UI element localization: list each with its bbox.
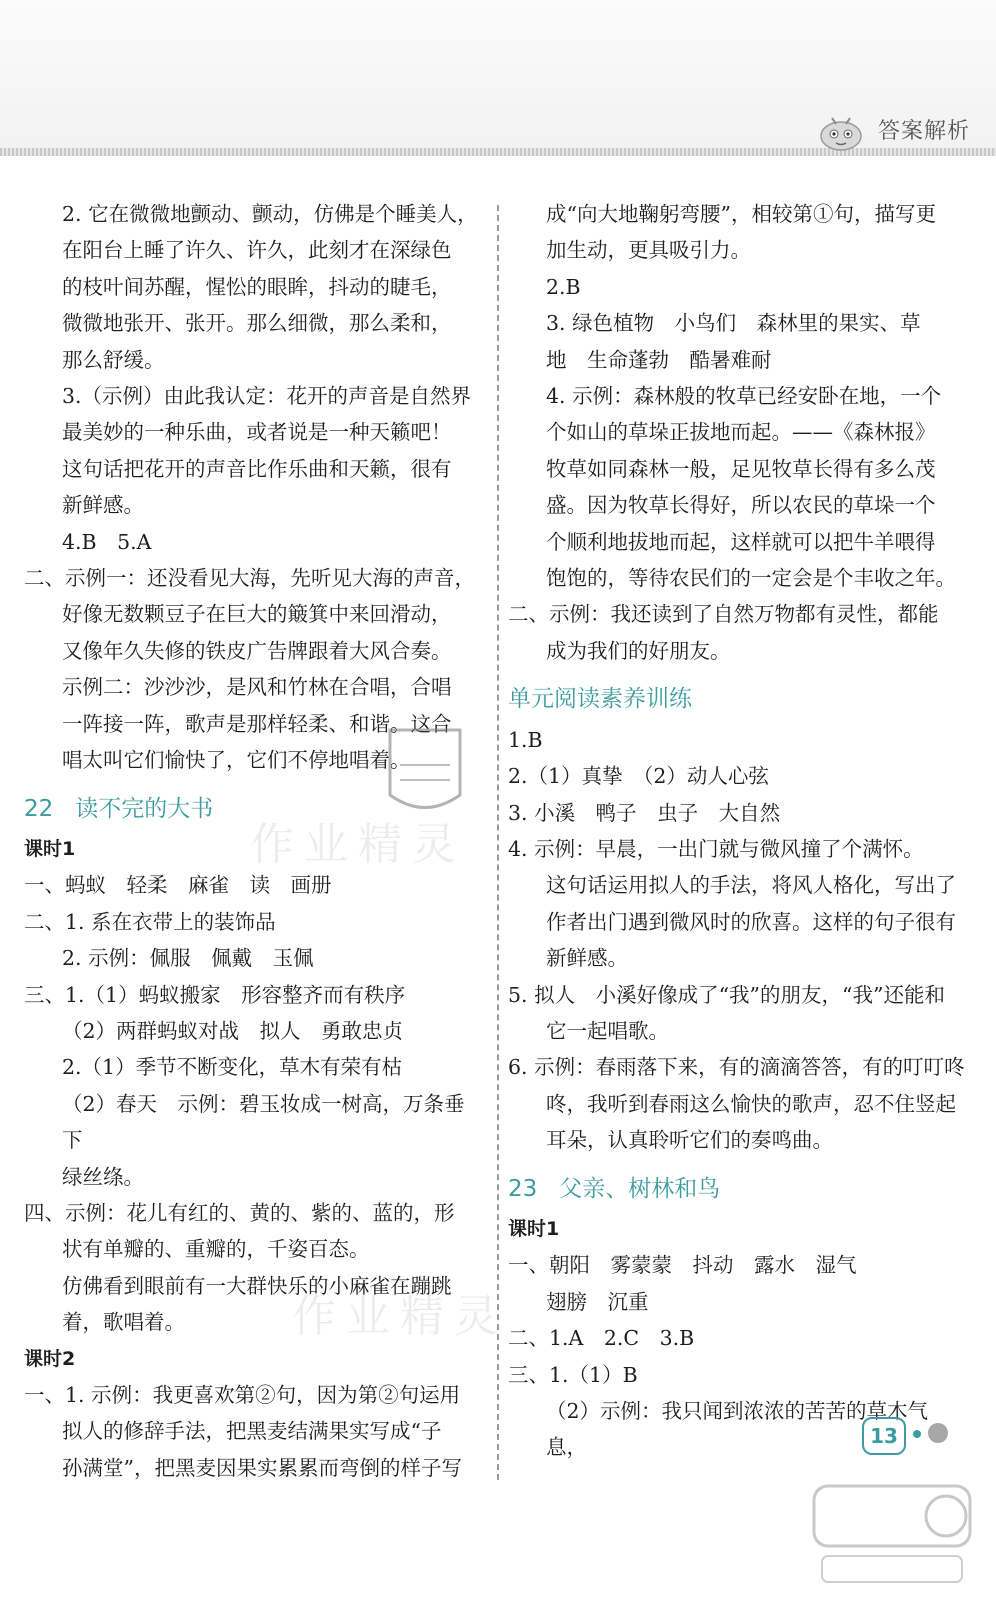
answer-line: 着，歌唱着。 [62, 1310, 185, 1335]
answer-line: 2. 它在微微地颤动、颤动，仿佛是个睡美人， [62, 202, 478, 226]
answer-line: 咚，我听到春雨这么愉快的歌声，忍不住竖起 [546, 1091, 956, 1116]
answer-line: 微微地张开、张开。那么细微，那么柔和， [62, 311, 452, 336]
answer-line: 二、1.A 2.C 3.B [508, 1326, 695, 1351]
answer-line: 它一起唱歌。 [546, 1018, 669, 1043]
answer-line: 2.（1）真挚 （2）动人心弦 [508, 764, 769, 789]
page-number: 13 [862, 1417, 906, 1455]
answer-line: 牧草如同森林一般，足见牧草长得有多么茂 [546, 456, 936, 481]
answer-line: 唱太叫它们愉快了，它们不停地唱着。 [62, 748, 411, 773]
watermark: 作业精灵 [250, 819, 466, 870]
answer-line: 饱饱的，等待农民们的一定会是个丰收之年。 [546, 566, 956, 591]
answer-line: 在阳台上睡了许久、许久，此刻才在深绿色 [62, 238, 452, 263]
answer-line: （2）两群蚂蚁对战 拟人 勇敢忠贞 [62, 1018, 404, 1043]
answer-line: 这句话运用拟人的手法，将风人格化，写出了 [546, 873, 956, 898]
answer-line: 三、1.（1）蚂蚁搬家 形容整齐而有秩序 [24, 982, 406, 1007]
answer-line: 又像年久失修的铁皮广告牌跟着大风合奏。 [62, 638, 452, 663]
watermark: 作业精灵 [292, 1291, 508, 1342]
answer-line: 作者出门遇到微风时的欣喜。这样的句子很有 [546, 909, 956, 934]
answer-line: 好像无数颗豆子在巨大的簸箕中来回滑动， [62, 602, 452, 627]
section-number: 22 [24, 795, 54, 822]
answer-line: 2.（1）季节不断变化，草木有荣有枯 [62, 1055, 403, 1080]
answer-line: 1.B [508, 727, 543, 752]
answer-line: 三、1.（1）B [508, 1362, 638, 1387]
answer-line: 的枝叶间苏醒，惺忪的眼眸，抖动的睫毛， [62, 274, 452, 299]
answer-line: 个顺利地拔地而起，这样就可以把牛羊喂得 [546, 529, 936, 554]
right-column [508, 196, 968, 1466]
answer-line: 5. 拟人 小溪好像成了“我”的朋友，“我”还能和 [508, 982, 945, 1007]
section-title-text: 父亲、树林和鸟 [559, 1175, 721, 1202]
answer-line: 个如山的草垛正拔地而起。——《森林报》 [546, 420, 936, 445]
answer-line: 二、示例：我还读到了自然万物都有灵性，都能 [508, 602, 939, 627]
site-logo-icon [812, 1484, 972, 1588]
answer-line: 四、示例：花儿有红的、黄的、紫的、蓝的，形 [24, 1200, 455, 1225]
answer-line: 盛。因为牧草长得好，所以农民的草垛一个 [546, 493, 936, 518]
answer-line: 耳朵，认真聆听它们的奏鸣曲。 [546, 1128, 833, 1153]
section-title-text: 单元阅读素养训练 [508, 686, 692, 713]
answer-line: 一、朝阳 雾蒙蒙 抖动 露水 湿气 [508, 1253, 857, 1278]
answer-line: 拟人的修辞手法，把黑麦结满果实写成“子 [62, 1419, 442, 1444]
answer-line: 一、蚂蚁 轻柔 麻雀 读 画册 [24, 873, 332, 898]
answer-line: 2. 示例：佩服 佩戴 玉佩 [62, 946, 314, 971]
answer-line: 绿丝绦。 [62, 1164, 144, 1189]
section-title [508, 681, 968, 717]
answer-line: 3.（示例）由此我认定：花开的声音是自然界 [62, 384, 472, 409]
answer-line: 示例二：沙沙沙，是风和竹林在合唱，合唱 [62, 675, 452, 700]
header-title: 答案解析 [878, 119, 971, 144]
answer-line: 状有单瓣的、重瓣的，千姿百态。 [62, 1237, 370, 1262]
page-dot-large [928, 1423, 948, 1443]
answer-line: 那么舒缓。 [62, 347, 165, 372]
section-title-text: 读不完的大书 [75, 795, 214, 822]
section-title [508, 1171, 968, 1207]
answer-line: 新鲜感。 [62, 493, 144, 518]
answer-line: （2）春天 示例：碧玉妆成一树高，万条垂下 [62, 1091, 465, 1153]
answer-line: 2.B [546, 274, 581, 299]
answer-line: 二、1. 系在衣带上的装饰品 [24, 909, 276, 934]
answer-line: 成“向大地鞠躬弯腰”，相较第①句，描写更 [546, 202, 936, 226]
answer-line: （2）示例：我只闻到浓浓的苦苦的草木气息， [546, 1399, 929, 1460]
page-dot-small [913, 1430, 921, 1438]
answer-line: 4. 示例：森林般的牧草已经安卧在地，一个 [546, 384, 942, 409]
section-number: 23 [508, 1175, 538, 1202]
answer-line: 新鲜感。 [546, 946, 628, 971]
lesson-heading: 课时2 [24, 1347, 76, 1370]
mascot-icon [818, 112, 864, 152]
answer-line: 一、1. 示例：我更喜欢第②句，因为第②句运用 [24, 1383, 461, 1407]
answer-line: 翅膀 沉重 [546, 1289, 649, 1314]
answer-line: 6. 示例：春雨落下来，有的滴滴答答，有的叮叮咚 [508, 1055, 965, 1080]
answer-line: 加生动，更具吸引力。 [546, 238, 751, 263]
answer-line: 地 生命蓬勃 酷暑难耐 [546, 347, 772, 372]
answer-line: 仿佛看到眼前有一大群快乐的小麻雀在蹦跳 [62, 1273, 452, 1298]
answer-line: 3. 小溪 鸭子 虫子 大自然 [508, 800, 781, 825]
answer-line: 孙满堂”，把黑麦因果实累累而弯倒的样子写 [62, 1455, 462, 1480]
answer-line: 最美妙的一种乐曲，或者说是一种天籁吧！ [62, 420, 452, 445]
lesson-heading: 课时1 [508, 1217, 560, 1240]
homework-stamp-icon [380, 720, 470, 820]
answer-line: 成为我们的好朋友。 [546, 638, 731, 663]
answer-line: 二、示例一：还没看见大海，先听见大海的声音， [24, 566, 475, 591]
answer-line: 这句话把花开的声音比作乐曲和天籁，很有 [62, 456, 452, 481]
answer-line: 4. 示例：早晨，一出门就与微风撞了个满怀。 [508, 836, 924, 861]
answer-line: 3. 绿色植物 小鸟们 森林里的果实、草 [546, 311, 921, 336]
lesson-heading: 课时1 [24, 837, 76, 860]
answer-line: 一阵接一阵，歌声是那样轻柔、和谐。这合 [62, 711, 452, 736]
answer-line: 4.B 5.A [62, 529, 152, 554]
